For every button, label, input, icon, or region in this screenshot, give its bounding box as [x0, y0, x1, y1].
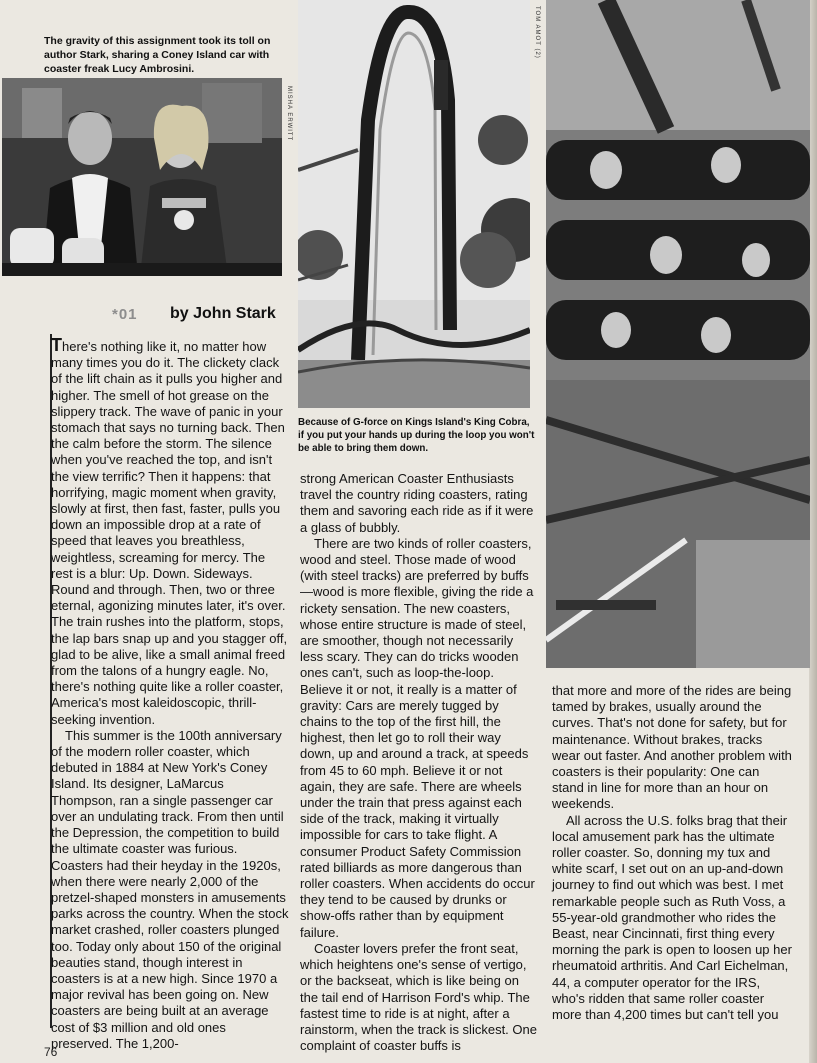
- ink-stamp: *01: [112, 306, 138, 323]
- photo-riders-hands-up: [546, 0, 810, 668]
- photo-credit-left: MISHA ERWITT: [286, 86, 292, 142]
- paragraph-2: This summer is the 100th anniversary of the modern roller coaster, which debuted in 1884 at New York's Coney Island. Its designer, LaMarcus Thompson, ran a single passenger car over an undulating track. From then until the Depression, the competition to build the ultimate coaster was furious. Coasters had their heyday in the 1920s, when there were nearly 2,000 of the pretzel-shaped monsters in amusements parks across the country. When the stock market crashed, roller coasters plunged too. Today only about 150 of the original beauties stand, though interest in coasters is at a new high. Since 1970 a major revival has been going on. New coasters are being built at an average cost of $3 million and old ones preserved. The 1,200-: [51, 727, 289, 1051]
- photo-credit-right: TOM AMOT (2): [534, 6, 540, 59]
- paragraph-5: Coaster lovers prefer the front seat, which heightens one's sense of vertigo, or the backseat, which is like being on the tail end of Harrison Ford's whip. The fastest time to ride is at night, after a rainstorm, when the track is slickest. One complaint of coaster buffs is: [300, 940, 537, 1054]
- paragraph-1-text: here's nothing like it, no matter how many times you do it. The clickety clack of the lift chain as it pulls you higher and higher. The smell of hot grease on the slippery track. The wave of panic in your stomach that says no turning back. Then the calm before the storm. The silence when you've reached the top, and isn't the view terrific? Then it happens: that horrifying, magic moment when gravity, slowly at first, then fast, faster, pulls you down an impossible drop at a rate of speed that leaves you breathless, weightless, screaming for mercy. The rest is a blur: Up. Down. Sideways. Round and through. Then, two or three eternal, agonizing minutes later, it's over. The train rushes into the platform, stops, the lap bars snap up and you stagger off, glad to be alive, like a small animal freed from the talons of a hungry eagle. No, there's nothing quite like a roller coaster, America's most kaleidoscopic, thrill-seeking invention.: [51, 339, 288, 727]
- paragraph-7: All across the U.S. folks brag that their local amusement park has the ultimate roller coaster. So, donning my tux and white scarf, I set out on an up-and-down journey to find out which was best. I met remarkable people such as Ruth Voss, a 55-year-old grandmother who rides the Beast, near Cincinnati, first thing every morning the park is open to loosen up her rheumatoid arthritis. And Carl Eichelman, 44, a computer operator for the IRS, who's ridden that same roller coaster more than 4,200 times but can't tell you: [552, 812, 792, 1023]
- drop-cap: T: [51, 335, 62, 355]
- article-column-3: [552, 683, 792, 1023]
- page-number: 76: [44, 1045, 58, 1059]
- page-edge-shadow: [809, 0, 817, 1063]
- photo-caption-middle: Because of G-force on Kings Island's King Cobra, if you put your hands up during the loop you won't be able to bring them down.: [298, 417, 535, 454]
- photo-king-cobra-loop: [298, 0, 530, 408]
- paragraph-6: that more and more of the rides are being tamed by brakes, usually around the curves. That's not done for safety, but for maintenance. Without brakes, tracks wear out faster. And another problem with coasters is their popularity: One can stand in line for more than an hour on weekends.: [552, 683, 792, 812]
- paragraph-3: strong American Coaster Enthusiasts travel the country riding coasters, rating them and savoring each ride as if it were a glass of bubbly.: [300, 471, 534, 535]
- byline: by John Stark: [170, 305, 276, 322]
- article-column-2: [300, 471, 538, 1054]
- article-column-1: [51, 337, 289, 1052]
- paragraph-4: There are two kinds of roller coasters, wood and steel. Those made of wood (with steel tracks) are preferred by buffs—wood is more flexible, giving the ride a rickety sensation. The new coasters, whose entire structure is made of steel, are smoother, though not necessarily less scary. They can do tricks wooden ones can't, such as loop-the-loop. Believe it or not, it really is a matter of gravity: Cars are merely tugged by chains to the top of the first hill, the highest, then let go to roll their way down, up and around a track, at speeds from 45 to 60 mph. Believe it or not again, they are safe. There are wheels under the train that press against each side of the track, making it virtually impossible for cars to take flight. A consumer Product Safety Commission rated billiards as more dangerous than roller coasters. When accidents do occur they tend to be caused by drunks or show-offs rather than by equipment failure.: [300, 535, 535, 940]
- paragraph-1: [51, 337, 289, 728]
- photo-riders-coney-island: [2, 78, 282, 276]
- photo-caption-top: The gravity of this assignment took its toll on author Stark, sharing a Coney Island car with coaster freak Lucy Ambrosini.: [44, 35, 271, 75]
